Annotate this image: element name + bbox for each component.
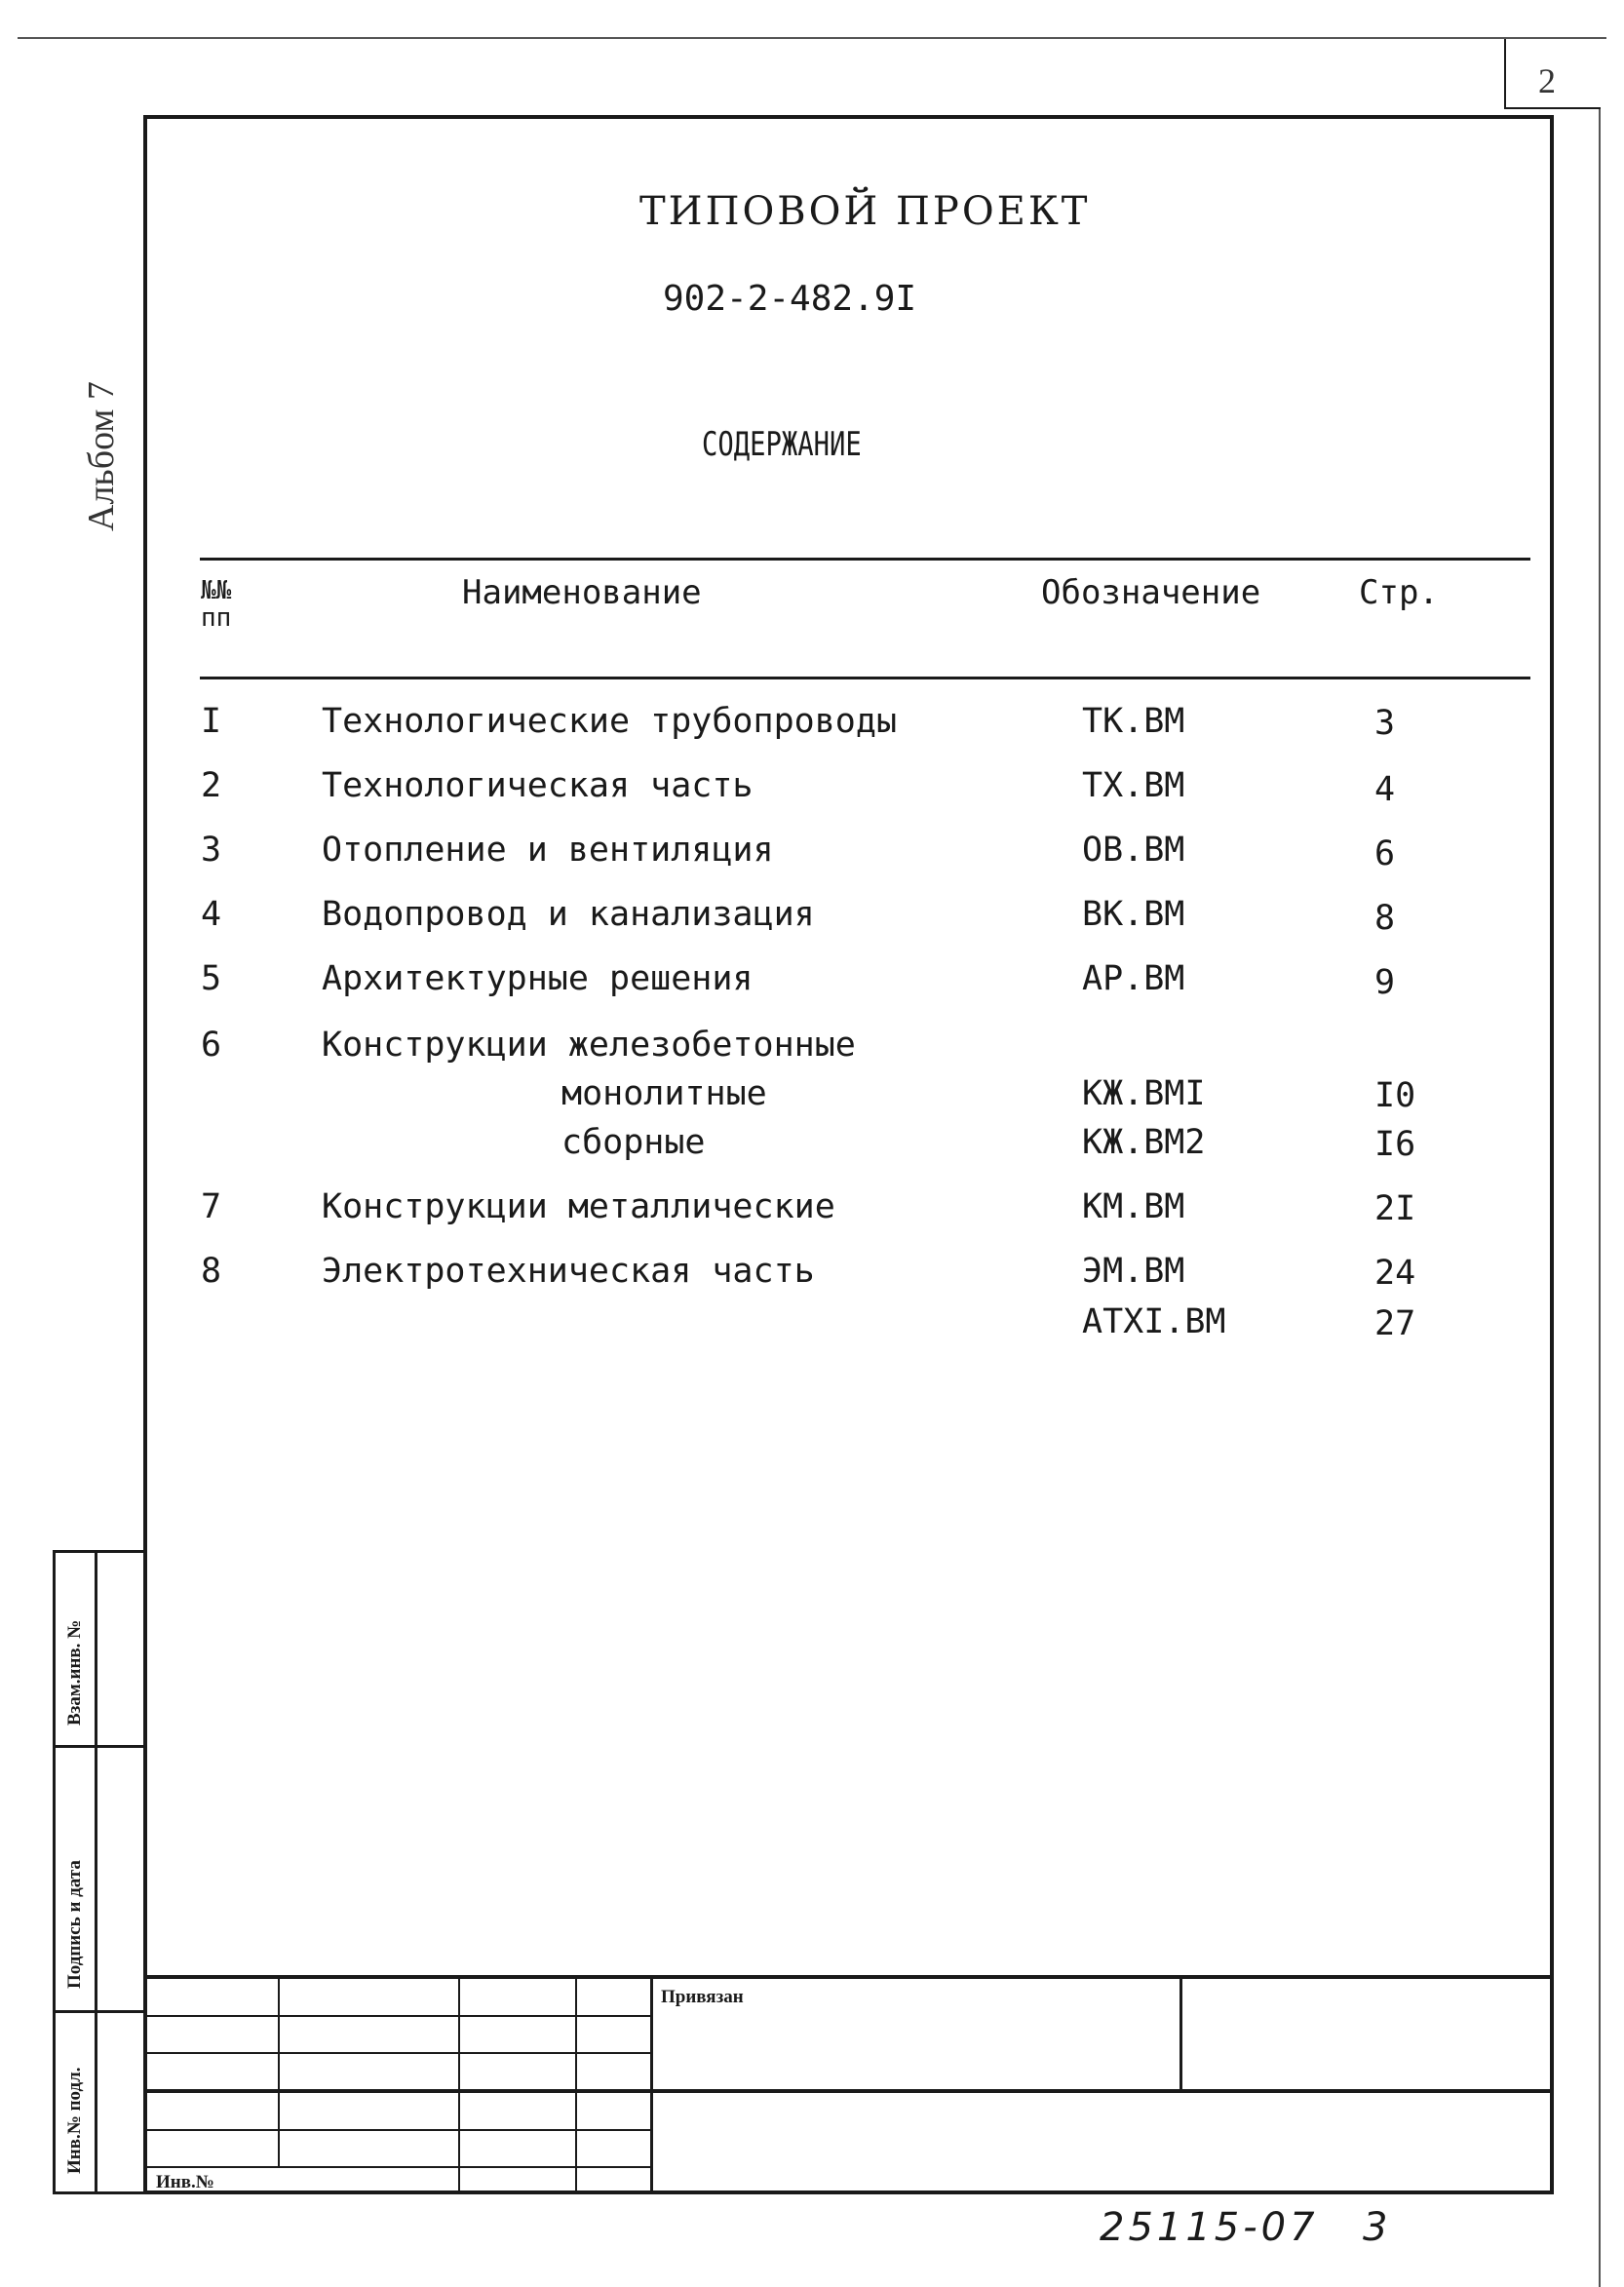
side-stamp-div1 — [53, 1745, 147, 1748]
stamp-col-3 — [575, 1975, 577, 2194]
row-8-page: 24 — [1374, 1254, 1416, 1293]
stamp-col-1 — [278, 1975, 280, 2166]
row-4-num: 4 — [201, 895, 222, 934]
stamp-col-2 — [458, 1975, 460, 2194]
side-stamp-left-inner — [95, 1550, 97, 2194]
row-5-name: Архитектурные решения — [322, 959, 754, 998]
row-6b-name: сборные — [561, 1123, 706, 1162]
row-7-num: 7 — [201, 1187, 222, 1226]
stamp-privyazan: Привязан — [661, 1987, 744, 2007]
footer-handwritten-number: 25115-07 — [1100, 2205, 1319, 2250]
row-8-num: 8 — [201, 1252, 222, 1291]
row-5-code: АР.ВМ — [1082, 959, 1185, 998]
footer-page-number: 3 — [1363, 2205, 1392, 2250]
row-3-name: Отопление и вентиляция — [322, 831, 774, 870]
row-7-code: КМ.ВМ — [1082, 1187, 1185, 1226]
row-6a-name: монолитные — [561, 1074, 767, 1113]
row-6b-code: КЖ.ВМ2 — [1082, 1123, 1206, 1162]
row-7-name: Конструкции металлические — [322, 1187, 835, 1226]
row-2-name: Технологическая часть — [322, 766, 754, 805]
row-8a-page: 27 — [1374, 1304, 1416, 1343]
row-1-name: Технологические трубопроводы — [322, 702, 898, 741]
stamp-inv-no: Инв.№ — [156, 2172, 214, 2192]
row-3-page: 6 — [1374, 834, 1396, 873]
stamp-top — [147, 1975, 1554, 1979]
header-designation: Обозначение — [1041, 573, 1261, 612]
header-page: Стр. — [1359, 573, 1439, 612]
side-stamp-bottom — [53, 2191, 147, 2194]
row-4-page: 8 — [1374, 899, 1396, 938]
album-label: Альбом 7 — [81, 381, 122, 531]
top-trim-line — [18, 37, 1606, 39]
row-4-name: Водопровод и канализация — [322, 895, 815, 934]
row-6a-page: I0 — [1374, 1076, 1416, 1115]
side-inv-podl: Инв.№ подл. — [64, 2067, 85, 2174]
side-vzam-inv: Взам.инв. № — [64, 1619, 85, 1725]
side-podpis-data: Подпись и дата — [64, 1860, 85, 1989]
header-num-line2: пп — [201, 603, 232, 633]
row-5-page: 9 — [1374, 963, 1396, 1002]
row-1-code: ТК.ВМ — [1082, 702, 1185, 741]
row-5-num: 5 — [201, 959, 222, 998]
table-top-rule — [200, 558, 1530, 561]
row-2-num: 2 — [201, 766, 222, 805]
row-8-name: Электротехническая часть — [322, 1252, 815, 1291]
row-6-name: Конструкции железобетонные — [322, 1026, 856, 1065]
stamp-col-5 — [1179, 1975, 1182, 2091]
side-stamp-left-outer — [53, 1550, 56, 2194]
right-trim-line — [1599, 109, 1601, 2287]
table-header-rule — [200, 677, 1530, 679]
header-name: Наименование — [462, 573, 702, 612]
row-1-num: I — [201, 702, 222, 741]
document-title: ТИПОВОЙ ПРОЕКТ — [639, 189, 1091, 234]
row-6a-code: КЖ.ВМI — [1082, 1074, 1206, 1113]
row-4-code: ВК.ВМ — [1082, 895, 1185, 934]
project-code: 902-2-482.9I — [663, 279, 917, 319]
stamp-col-4 — [650, 1975, 653, 2194]
sheet-number-box-left — [1504, 39, 1506, 109]
row-7-page: 2I — [1374, 1189, 1416, 1228]
row-8-code: ЭМ.ВМ — [1082, 1252, 1185, 1291]
row-6b-page: I6 — [1374, 1125, 1416, 1164]
stamp-row-3 — [147, 2089, 1554, 2093]
row-3-code: ОВ.ВМ — [1082, 831, 1185, 870]
row-2-page: 4 — [1374, 770, 1396, 809]
sheet-number-box-bottom — [1504, 107, 1601, 109]
row-1-page: 3 — [1374, 704, 1396, 743]
row-3-num: 3 — [201, 831, 222, 870]
side-stamp-top — [53, 1550, 147, 1553]
header-num — [201, 577, 231, 632]
header-num-line1: №№ — [201, 576, 232, 605]
row-6-num: 6 — [201, 1026, 222, 1065]
sheet-number: 2 — [1538, 61, 1556, 100]
contents-heading: СОДЕРЖАНИЕ — [702, 425, 862, 464]
row-2-code: ТХ.ВМ — [1082, 766, 1185, 805]
side-stamp-div2 — [53, 2010, 147, 2013]
row-8a-code: АТХI.ВМ — [1082, 1302, 1226, 1341]
